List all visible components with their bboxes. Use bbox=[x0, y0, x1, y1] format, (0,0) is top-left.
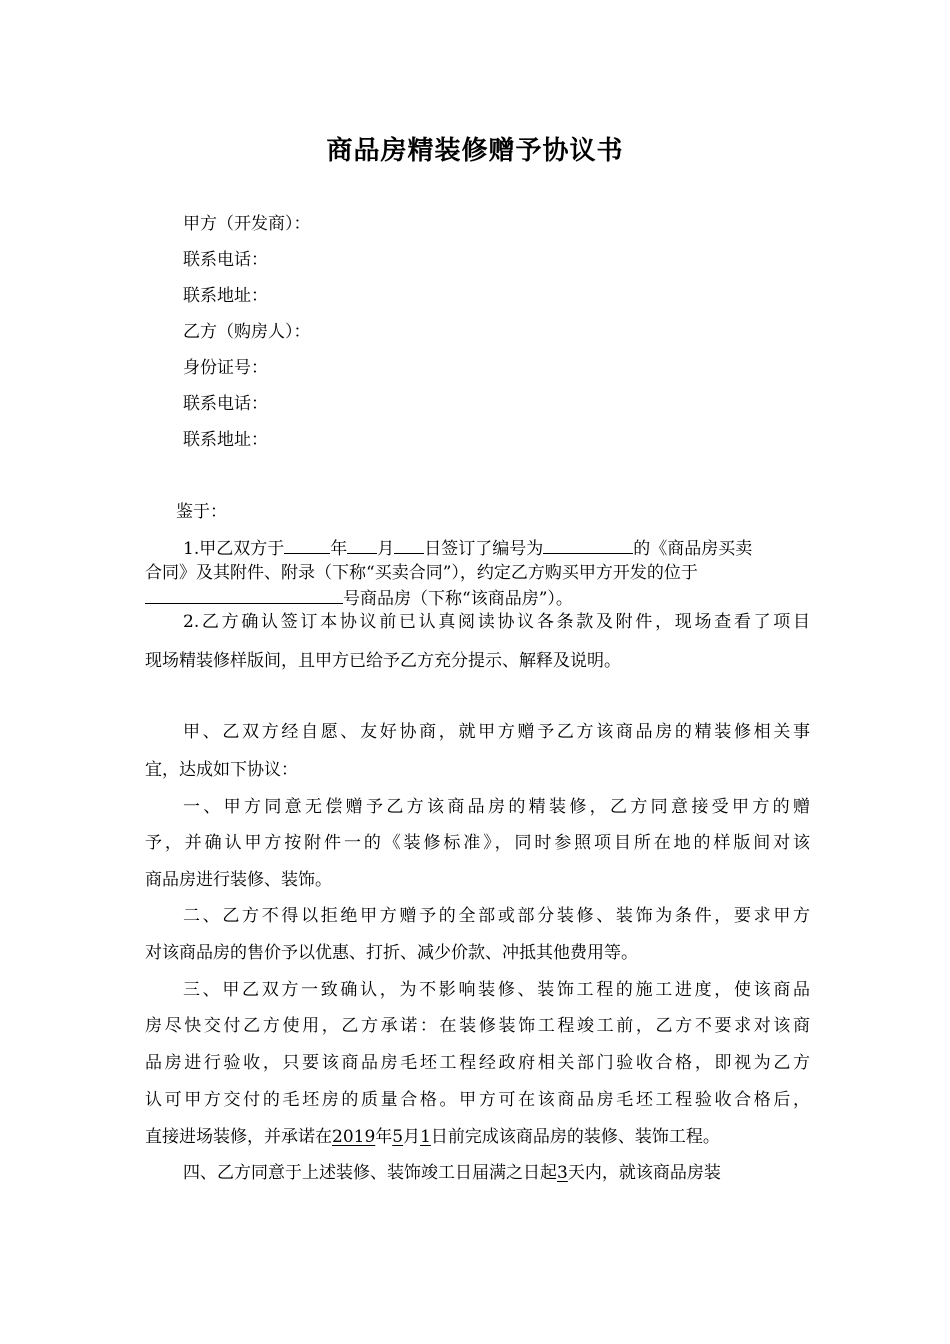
party-b-address-label: 联系地址： bbox=[183, 430, 268, 450]
party-b-id-label: 身份证号： bbox=[183, 358, 268, 378]
completion-year: 2019 bbox=[332, 1127, 376, 1147]
blank-year bbox=[284, 535, 330, 554]
clause-2-line-1: 二、乙方不得以拒绝甲方赠予的全部或部分装修、装饰为条件，要求甲方 bbox=[183, 906, 810, 926]
party-b-phone-label: 联系电话： bbox=[183, 394, 268, 414]
clause-1-line-1: 一、甲方同意无偿赠予乙方该商品房的精装修，乙方同意接受甲方的赠 bbox=[183, 797, 810, 817]
whereas-item-1-text: 1.甲乙双方于 bbox=[183, 539, 285, 559]
whereas-item-1-line-2: 合同》及其附件、附录（下称“买卖合同”），约定乙方购买甲方开发的位于 bbox=[145, 563, 698, 583]
clause-4-line-1 bbox=[183, 1161, 721, 1185]
clause-3-line-4: 认可甲方交付的毛坯房的质量合格。甲方可在该商品房毛坯工程验收合格后， bbox=[145, 1090, 810, 1110]
document-title: 商品房精装修赠予协议书 bbox=[326, 136, 624, 166]
whereas-item-2-line-2: 现场精装修样版间，且甲方已给予乙方充分提示、解释及说明。 bbox=[145, 651, 621, 671]
intro-line-1: 甲、乙双方经自愿、友好协商，就甲方赠予乙方该商品房的精装修相关事 bbox=[183, 722, 810, 742]
clause-3-line-3: 品房进行验收，只要该商品房毛坯工程经政府相关部门验收合格，即视为乙方 bbox=[145, 1053, 810, 1073]
blank-contract-number bbox=[543, 535, 633, 554]
completion-year-label: 年 bbox=[375, 1127, 393, 1147]
whereas-item-1-year-label: 年 bbox=[330, 539, 348, 559]
completion-month-label: 月 bbox=[403, 1127, 421, 1147]
whereas-item-1-month-label: 月 bbox=[377, 539, 395, 559]
whereas-item-1-contract-label: 的《商品房买卖 bbox=[633, 539, 753, 559]
clause-3-line-2: 房尽快交付乙方使用，乙方承诺：在装修装饰工程竣工前，乙方不要求对该商 bbox=[145, 1016, 810, 1036]
whereas-item-1-line-1 bbox=[183, 535, 752, 561]
clause-1-line-2: 予，并确认甲方按附件一的《装修标准》，同时参照项目所在地的样版间对该 bbox=[145, 833, 810, 853]
completion-day: 1 bbox=[420, 1127, 431, 1147]
clause-4-text-b: 天内，就该商品房装 bbox=[567, 1163, 721, 1183]
clause-4-text-a: 四、乙方同意于上述装修、装饰竣工日届满之日起 bbox=[183, 1163, 557, 1183]
clause-2-line-2: 对该商品房的售价予以优惠、打折、减少价款、冲抵其他费用等。 bbox=[145, 943, 638, 963]
whereas-heading: 鉴于： bbox=[176, 502, 227, 522]
whereas-item-1-line-3 bbox=[145, 585, 810, 611]
whereas-item-1-day-label: 日签订了编号为 bbox=[424, 539, 544, 559]
completion-month: 5 bbox=[392, 1127, 404, 1147]
whereas-item-2-line-1: 2.乙方确认签订本协议前已认真阅读协议各条款及附件，现场查看了项目 bbox=[183, 612, 810, 632]
party-a-address-label: 联系地址： bbox=[183, 286, 268, 306]
clause-3-commit-text: 直接进场装修，并承诺在 bbox=[145, 1127, 332, 1147]
clause-3-line-5 bbox=[145, 1125, 810, 1149]
clause-3-line-1: 三、甲乙双方一致确认，为不影响装修、装饰工程的施工进度，使该商品 bbox=[183, 980, 810, 1000]
party-b-label: 乙方（购房人）： bbox=[183, 322, 311, 342]
clause-4-days: 3 bbox=[557, 1163, 568, 1183]
intro-line-2: 宜，达成如下协议： bbox=[145, 760, 298, 780]
blank-day bbox=[394, 535, 424, 554]
party-a-phone-label: 联系电话： bbox=[183, 250, 268, 270]
blank-month bbox=[347, 535, 377, 554]
completion-day-text: 日前完成该商品房的装修、装饰工程。 bbox=[430, 1127, 720, 1147]
party-a-label: 甲方（开发商）： bbox=[183, 214, 311, 234]
clause-1-line-3: 商品房进行装修、装饰。 bbox=[145, 870, 332, 890]
whereas-item-1-property-text: 号商品房（下称“该商品房”）。 bbox=[343, 589, 573, 609]
blank-property-location bbox=[145, 585, 343, 604]
